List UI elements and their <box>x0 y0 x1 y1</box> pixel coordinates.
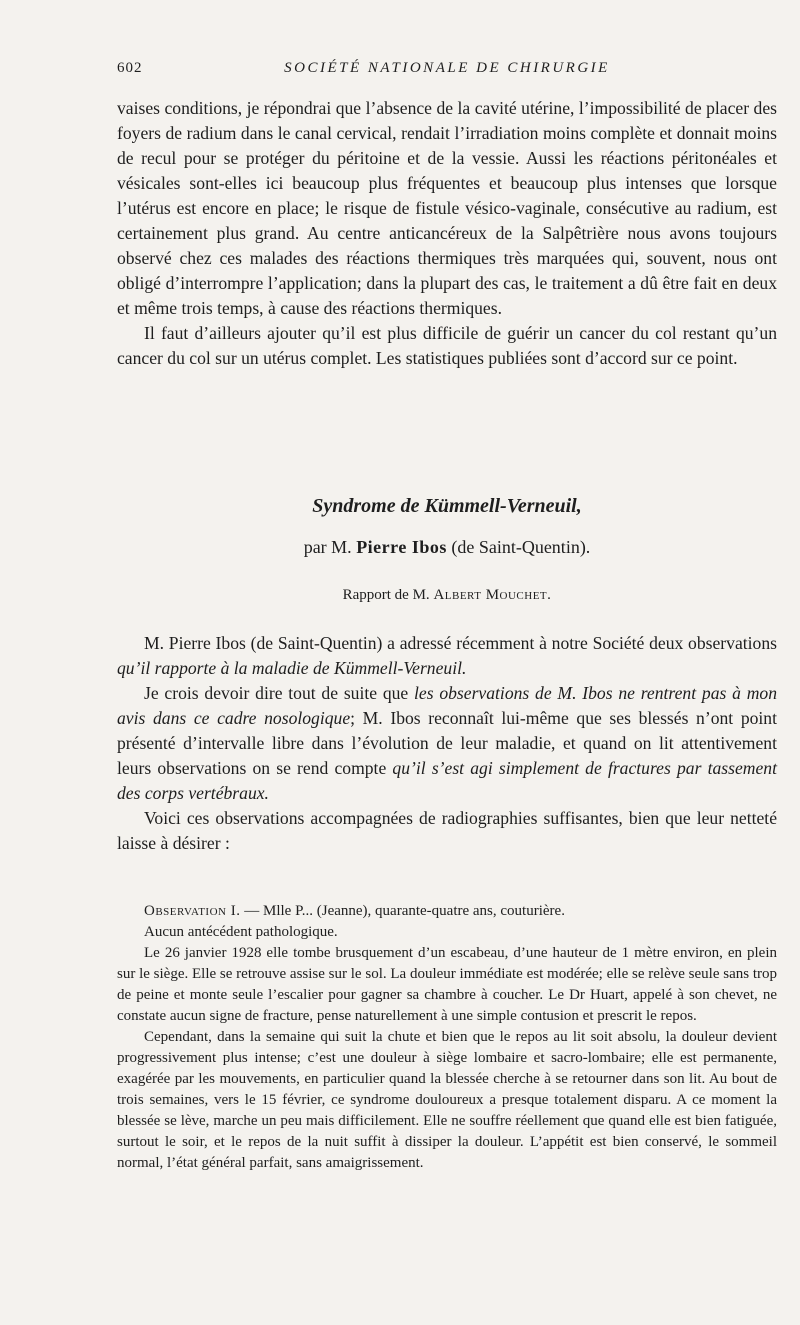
report-paragraph-3: Voici ces observations accompagnées de radiographies suffisantes, bien que leur netteté laisse à désirer : <box>117 808 777 853</box>
report-paragraph-2 <box>117 681 777 806</box>
page-header <box>117 60 777 84</box>
report-p2-pre: Je crois devoir dire tout de suite que <box>144 683 415 703</box>
observation-antecedents: Aucun antécédent pathologique. <box>144 924 338 940</box>
intro-paragraph-2: Il faut d’ailleurs ajouter qu’il est plus difficile de guérir un cancer du col restant qu’un cancer du col sur un utérus complet. Les statistiques publiées sont d’accord sur ce point. <box>117 323 777 368</box>
article-title: Syndrome de Kümmell-Verneuil, <box>312 495 582 517</box>
running-title: SOCIÉTÉ NATIONALE DE CHIRURGIE <box>284 60 610 76</box>
report-p1-text: M. Pierre Ibos (de Saint-Quentin) a adressé récemment à notre Société deux observations <box>144 633 777 653</box>
article-byline <box>117 537 777 558</box>
author-place: (de Saint-Quentin). <box>451 537 591 557</box>
report-p1-emphasis: qu’il rapporte à la maladie de Kümmell-Verneuil. <box>117 658 467 678</box>
observation-section <box>117 901 777 1174</box>
report-credit <box>117 587 777 604</box>
observation-head-rest: — Mlle P... (Jeanne), quarante-quatre ans, couturière. <box>240 903 565 919</box>
observation-paragraph-2: Cependant, dans la semaine qui suit la chute et bien que le repos au lit soit absolu, la douleur devient progressivement plus intense; c’est une douleur à siège lombaire et sacro-lombaire; elle est permanente, exagérée par les mouvements, en particulier quand la blessée cherche à se retourner dans son lit. Au bout de trois semaines, vers le 15 février, ce syndrome douloureux a presque totalement disparu. A ce moment la blessée se lève, marche un peu mais difficilement. Elle ne souffre réellement que quand elle est bien fatiguée, surtout le soir, et le repos de la nuit suffit à dissiper la douleur. L’appétit est bien conservé, le sommeil normal, l’état général parfait, sans amaigrissement. <box>117 1029 777 1171</box>
report-p2-emphasis-1: les observations de M. Ibos ne rentrent pas à mon avis dans ce cadre nosologique <box>117 683 777 728</box>
observation-label: Observation I. <box>144 903 241 919</box>
page-number: 602 <box>117 60 143 76</box>
byline-prefix: par M. <box>303 537 352 557</box>
reporter-name: Albert Mouchet. <box>433 587 552 603</box>
observation-paragraph-1: Le 26 janvier 1928 elle tombe brusquement d’un escabeau, d’une hauteur de 1 mètre environ, en plein sur le siège. Elle se retrouve assise sur le sol. La douleur immédiate est modérée; elle se relève seule sans trop de peine et monte seule l’escalier pour gagner sa chambre à coucher. Le Dr Huart, appelé à son chevet, ne constate aucun signe de fracture, pense naturellement à une simple contusion et prescrit le repos. <box>117 945 777 1024</box>
observation-heading <box>117 901 777 922</box>
author-name: Pierre Ibos <box>356 537 447 557</box>
report-prefix: Rapport de M. <box>342 587 430 603</box>
report-p2-emphasis-2: qu’il s’est agi simplement de fractures par tassement des corps vertébraux. <box>117 758 777 803</box>
intro-paragraph-1: vaises conditions, je répondrai que l’absence de la cavité utérine, l’impossibilité de placer des foyers de radium dans le canal cervical, rendait l’irradiation moins complète et donnait moins de recul pour se protéger du péritoine et de la vessie. Aussi les réactions péritonéales et vésicales sont-elles ici beaucoup plus fréquentes et beaucoup plus intenses que lorsque l’utérus est encore en place; le risque de fistule vésico-vaginale, consécutive au radium, est certainement plus grand. Au centre anticancéreux de la Salpêtrière nous avons toujours observé chez ces malades des réactions thermiques très marquées qui, souvent, nous ont obligé d’interrompre l’application; dans la plupart des cas, le traitement a dû être fait en deux et même trois temps, à cause des réactions thermiques. <box>117 98 777 318</box>
report-section <box>117 631 777 856</box>
intro-section <box>117 96 777 371</box>
report-paragraph-1 <box>117 631 777 681</box>
report-p2-mid: ; M. Ibos reconnaît lui-même que ses blessés n’ont point présenté d’intervalle libre dans l’évolution de leur maladie, et quand on lit attentivement leurs observations on se rend compte <box>117 708 777 778</box>
